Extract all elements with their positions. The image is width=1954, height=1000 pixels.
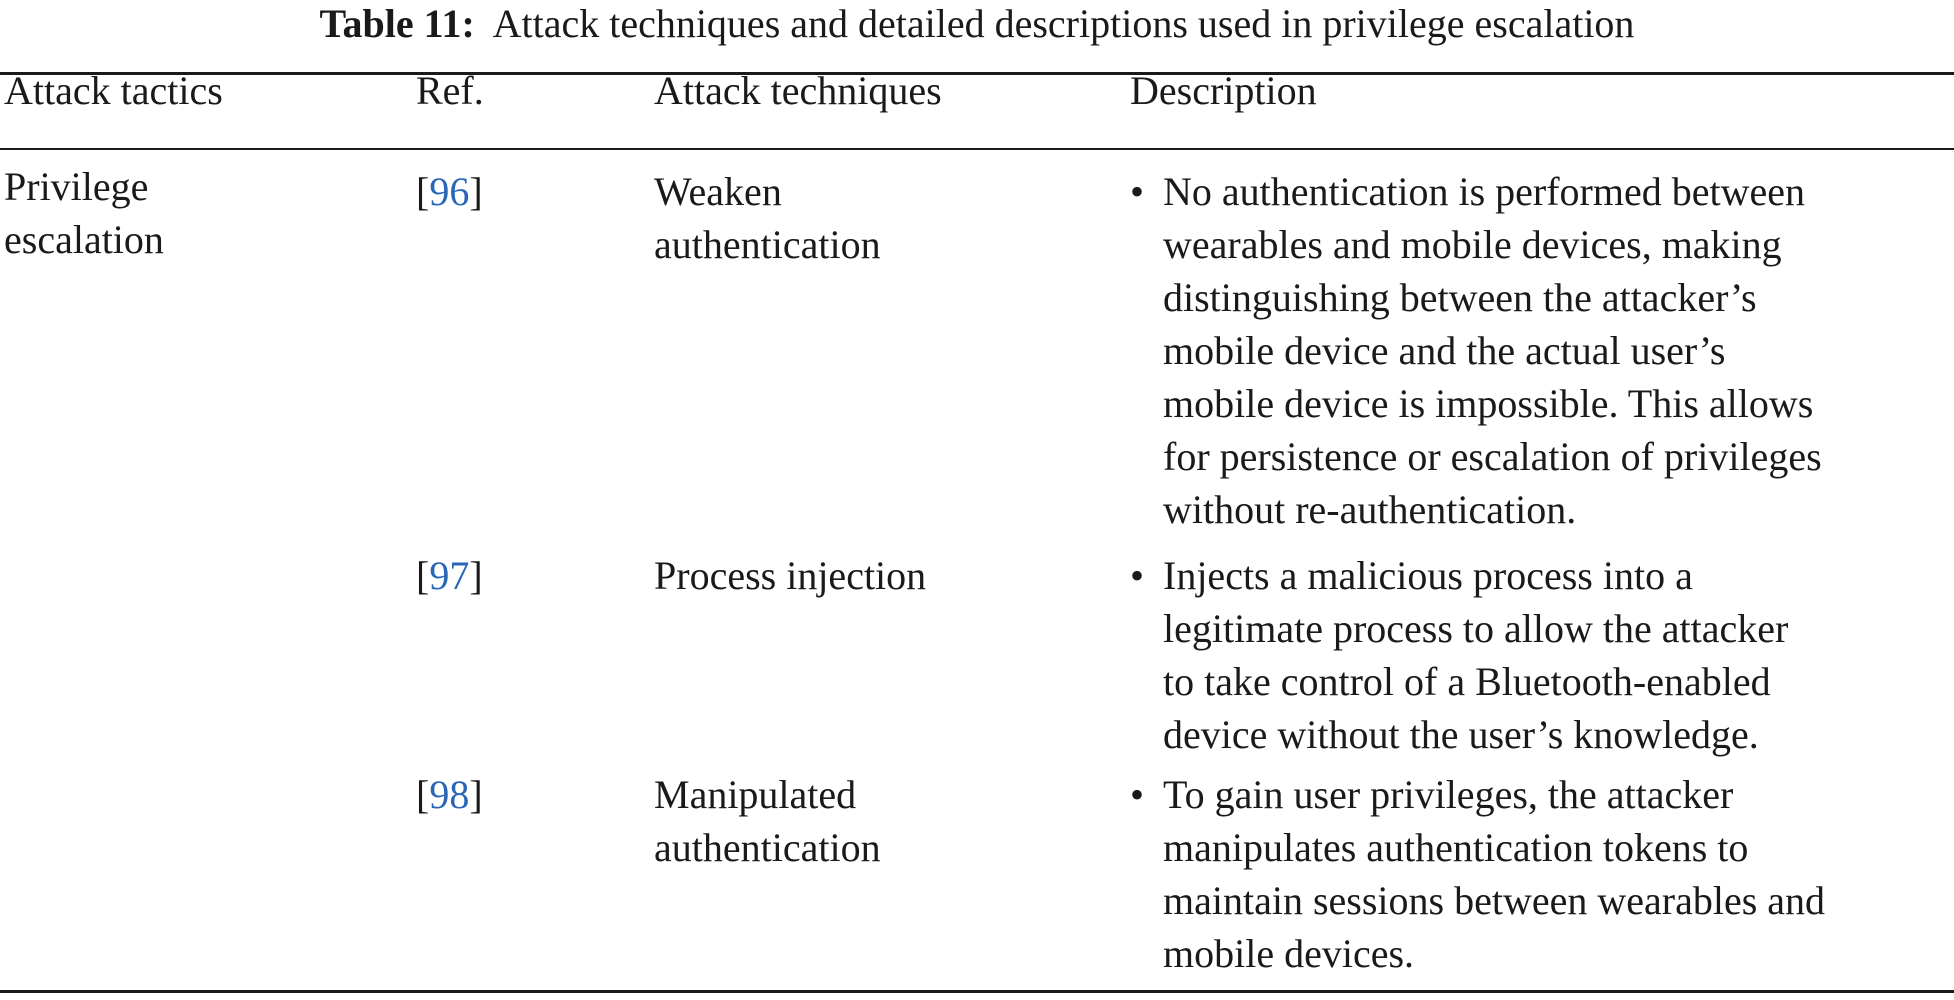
ref-link-97[interactable]: 97	[429, 553, 470, 598]
technique-cell	[654, 768, 881, 874]
description-line: distinguishing between the attacker’s	[1163, 275, 1757, 320]
ref-cell-96	[416, 165, 483, 218]
ref-bracket-close: ]	[469, 772, 483, 817]
header-rule	[0, 148, 1954, 150]
bullet-icon: •	[1130, 772, 1145, 817]
ref-bracket-open: [	[416, 169, 430, 214]
technique-line: authentication	[654, 222, 881, 267]
ref-bracket-close: ]	[469, 553, 483, 598]
technique-cell	[654, 549, 926, 602]
description-line: Injects a malicious process into a	[1163, 553, 1693, 598]
ref-bracket-close: ]	[469, 169, 483, 214]
ref-link-98[interactable]: 98	[429, 772, 470, 817]
top-rule	[0, 72, 1954, 75]
technique-line: Manipulated	[654, 772, 857, 817]
technique-cell	[654, 165, 881, 271]
header-description: Description	[1130, 68, 1317, 113]
description-line: mobile device is impossible. This allows	[1163, 381, 1814, 426]
ref-cell-97	[416, 549, 483, 602]
technique-line: Process injection	[654, 553, 927, 598]
ref-bracket-open: [	[416, 772, 430, 817]
tactic-line-2: escalation	[4, 217, 164, 262]
description-line: To gain user privileges, the attacker	[1163, 772, 1734, 817]
ref-cell-98	[416, 768, 483, 821]
ref-link-96[interactable]: 96	[429, 169, 470, 214]
header-attack-tactics: Attack tactics	[4, 68, 223, 113]
description-line: wearables and mobile devices, making	[1163, 222, 1782, 267]
table-caption-label: Table 11:	[319, 1, 475, 46]
header-attack-techniques: Attack techniques	[654, 68, 942, 113]
description-line: without re-authentication.	[1163, 487, 1577, 532]
ref-bracket-open: [	[416, 553, 430, 598]
description-line: to take control of a Bluetooth-enabled	[1163, 659, 1771, 704]
description-line: for persistence or escalation of privileges	[1163, 434, 1822, 479]
header-ref: Ref.	[416, 68, 484, 113]
description-cell	[1163, 549, 1788, 761]
table-caption-text: Attack techniques and detailed descriptions used in privilege escalation	[492, 1, 1635, 46]
description-line: mobile devices.	[1163, 931, 1415, 976]
description-line: legitimate process to allow the attacker	[1163, 606, 1789, 651]
technique-line: authentication	[654, 825, 881, 870]
description-line: device without the user’s knowledge.	[1163, 712, 1759, 757]
description-line: mobile device and the actual user’s	[1163, 328, 1726, 373]
description-line: manipulates authentication tokens to	[1163, 825, 1749, 870]
bullet-icon: •	[1130, 553, 1145, 598]
table-caption	[0, 0, 1954, 48]
tactic-cell	[4, 160, 164, 266]
tactic-line-1: Privilege	[4, 164, 149, 209]
description-line: maintain sessions between wearables and	[1163, 878, 1826, 923]
description-line: No authentication is performed between	[1163, 169, 1805, 214]
bullet-icon: •	[1130, 169, 1145, 214]
technique-line: Weaken	[654, 169, 782, 214]
description-cell	[1163, 768, 1825, 980]
bottom-rule	[0, 990, 1954, 993]
description-cell	[1163, 165, 1822, 536]
